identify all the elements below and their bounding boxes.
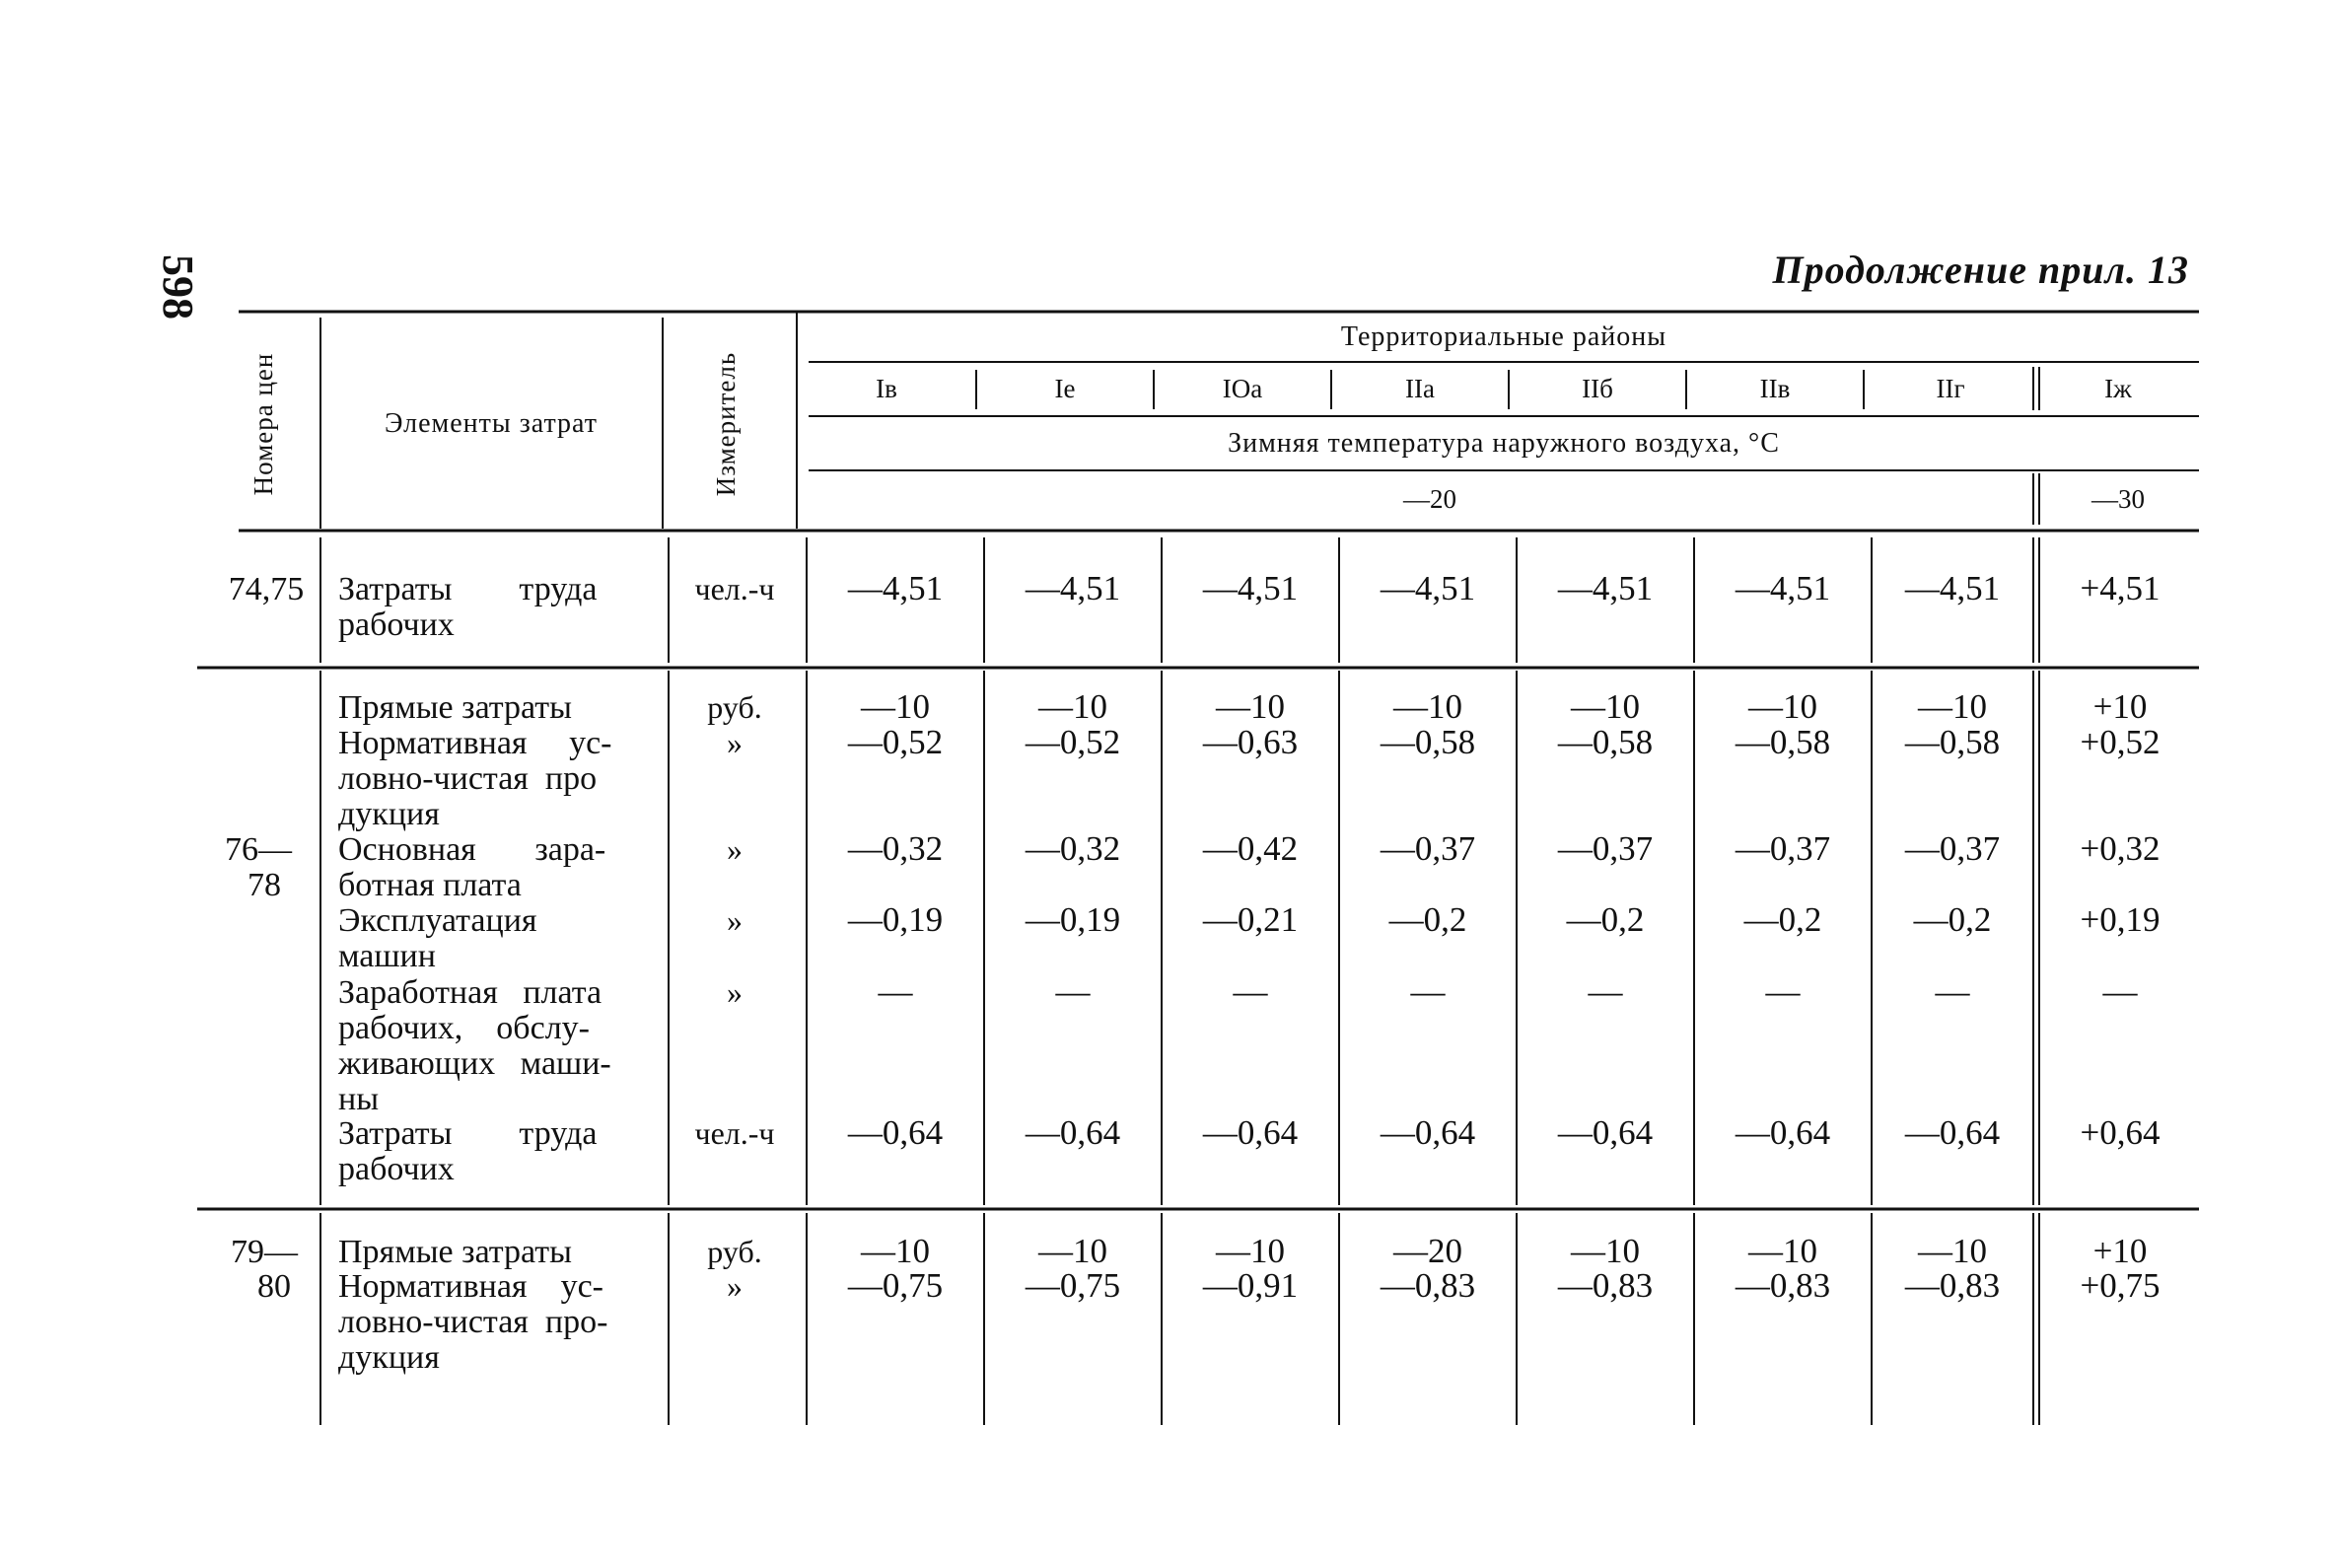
header-region-4: IIa (1405, 374, 1435, 403)
row-unit: руб. (707, 689, 762, 725)
row-value: —0,64 (847, 1113, 944, 1152)
row-value: — (1935, 972, 1970, 1011)
group-id: 78 (248, 867, 281, 903)
row-value: —10 (1918, 1232, 1987, 1270)
row-value: —0,83 (1380, 1266, 1476, 1305)
row-value: —0,32 (1025, 829, 1121, 868)
row-value: —0,91 (1202, 1266, 1299, 1305)
row-value: —0,32 (847, 829, 944, 868)
header-region-3: IOa (1222, 374, 1263, 403)
row-value: —0,83 (1735, 1266, 1831, 1305)
row-value: —0,64 (1735, 1113, 1831, 1152)
row-value: —0,52 (1025, 723, 1121, 761)
row-value: —0,21 (1202, 900, 1299, 939)
header-temp-last: —30 (2091, 484, 2145, 514)
row-value: — (2102, 972, 2138, 1011)
header-price-numbers: Номера цен (248, 352, 278, 496)
row-label: Затраты труда рабочих (338, 1115, 598, 1187)
row-value: +0,32 (2080, 829, 2161, 868)
header-region-8: Iж (2104, 374, 2132, 403)
row-label: Эксплуатация машин (338, 902, 537, 974)
row-value: —4,51 (1557, 569, 1654, 607)
row-value: — (1588, 972, 1623, 1011)
header-meter: Измеритель (711, 351, 741, 497)
row-value: — (1233, 972, 1268, 1011)
row-label: Нормативная ус-ловно-чистая про-дукция (338, 1268, 608, 1376)
row-value: —0,58 (1557, 723, 1654, 761)
row-value: —10 (1393, 687, 1462, 726)
row-value: —0,42 (1202, 829, 1299, 868)
row-value: — (1765, 972, 1801, 1011)
header-territorial-regions: Территориальные районы (1340, 321, 1667, 352)
row-value: —20 (1393, 1232, 1462, 1270)
header-region-5: IIб (1582, 374, 1613, 403)
row-value: —0,64 (1904, 1113, 2001, 1152)
row-value: —0,2 (1913, 900, 1992, 939)
row-value: —10 (1038, 1232, 1107, 1270)
row-value: —0,2 (1388, 900, 1467, 939)
row-value: —0,75 (847, 1266, 944, 1305)
row-value: —0,19 (847, 900, 944, 939)
row-value: —10 (1038, 687, 1107, 726)
row-value: — (1410, 972, 1446, 1011)
row-value: —0,64 (1202, 1113, 1299, 1152)
row-value: —4,51 (1735, 569, 1831, 607)
row-value: +0,75 (2080, 1266, 2161, 1305)
row-value: +0,64 (2080, 1113, 2161, 1152)
header-region-6: IIв (1759, 374, 1791, 403)
row-value: —10 (1216, 687, 1285, 726)
row-value: —10 (1571, 1232, 1640, 1270)
row-value: —0,58 (1904, 723, 2001, 761)
row-value: —0,64 (1380, 1113, 1476, 1152)
row-value: —10 (861, 687, 930, 726)
row-value: —0,75 (1025, 1266, 1121, 1305)
group-id: 79— (231, 1234, 298, 1270)
row-value: —0,83 (1557, 1266, 1654, 1305)
row-value: —0,52 (847, 723, 944, 761)
page-number: 598 (154, 254, 202, 320)
row-value: —0,58 (1735, 723, 1831, 761)
header-region-1: Iв (876, 374, 897, 403)
row-value: —0,63 (1202, 723, 1299, 761)
row-unit: чел.-ч (694, 571, 775, 606)
row-value: —0,37 (1735, 829, 1831, 868)
row-unit: » (727, 831, 743, 867)
continuation-title: Продолжение прил. 13 (1772, 248, 2189, 292)
row-value: —10 (1748, 1232, 1817, 1270)
header-temp-main: —20 (1403, 484, 1456, 514)
row-value: —10 (1918, 687, 1987, 726)
row-label: Прямые затраты (338, 689, 572, 726)
row-value: —4,51 (847, 569, 944, 607)
row-value: —10 (861, 1232, 930, 1270)
row-value: —0,19 (1025, 900, 1121, 939)
row-value: +4,51 (2080, 569, 2161, 607)
row-value: —0,64 (1025, 1113, 1121, 1152)
row-value: +0,52 (2080, 723, 2161, 761)
row-value: —4,51 (1025, 569, 1121, 607)
row-value: —10 (1748, 687, 1817, 726)
row-unit: » (727, 725, 743, 760)
row-label: Прямые затраты (338, 1234, 572, 1270)
row-unit: чел.-ч (694, 1115, 775, 1151)
row-value: —0,37 (1380, 829, 1476, 868)
row-label: Основная зара-ботная плата (338, 831, 606, 903)
row-value: +10 (2092, 1232, 2148, 1270)
row-value: —0,58 (1380, 723, 1476, 761)
group-id: 74,75 (228, 571, 305, 607)
header-region-7: IIг (1936, 374, 1965, 403)
row-unit: » (727, 974, 743, 1010)
table-texts (225, 321, 2161, 1376)
row-value: —0,64 (1557, 1113, 1654, 1152)
row-unit: » (727, 1268, 743, 1304)
row-value: — (1055, 972, 1091, 1011)
row-value: —0,2 (1566, 900, 1645, 939)
row-value: —0,83 (1904, 1266, 2001, 1305)
header-cost-elements: Элементы затрат (385, 408, 598, 439)
row-value: —4,51 (1904, 569, 2001, 607)
row-value: — (878, 972, 913, 1011)
row-value: —0,37 (1557, 829, 1654, 868)
row-value: —4,51 (1202, 569, 1299, 607)
row-value: +10 (2092, 687, 2148, 726)
row-value: +0,19 (2080, 900, 2161, 939)
group-id: 80 (257, 1268, 291, 1305)
group-id: 76— (225, 831, 292, 868)
header-winter-temp: Зимняя температура наружного воздуха, °С (1228, 428, 1780, 459)
row-label: Нормативная ус-ловно-чистая про дукция (338, 725, 612, 832)
row-value: —0,37 (1904, 829, 2001, 868)
row-label: Заработная плата рабочих, обслу-живающих маши-ны (338, 974, 611, 1117)
row-value: —10 (1216, 1232, 1285, 1270)
row-unit: » (727, 902, 743, 938)
row-value: —4,51 (1380, 569, 1476, 607)
row-unit: руб. (707, 1234, 762, 1269)
row-value: —0,2 (1743, 900, 1822, 939)
header-region-2: Iе (1054, 374, 1076, 403)
row-value: —10 (1571, 687, 1640, 726)
row-label: Затраты труда рабочих (338, 571, 598, 643)
